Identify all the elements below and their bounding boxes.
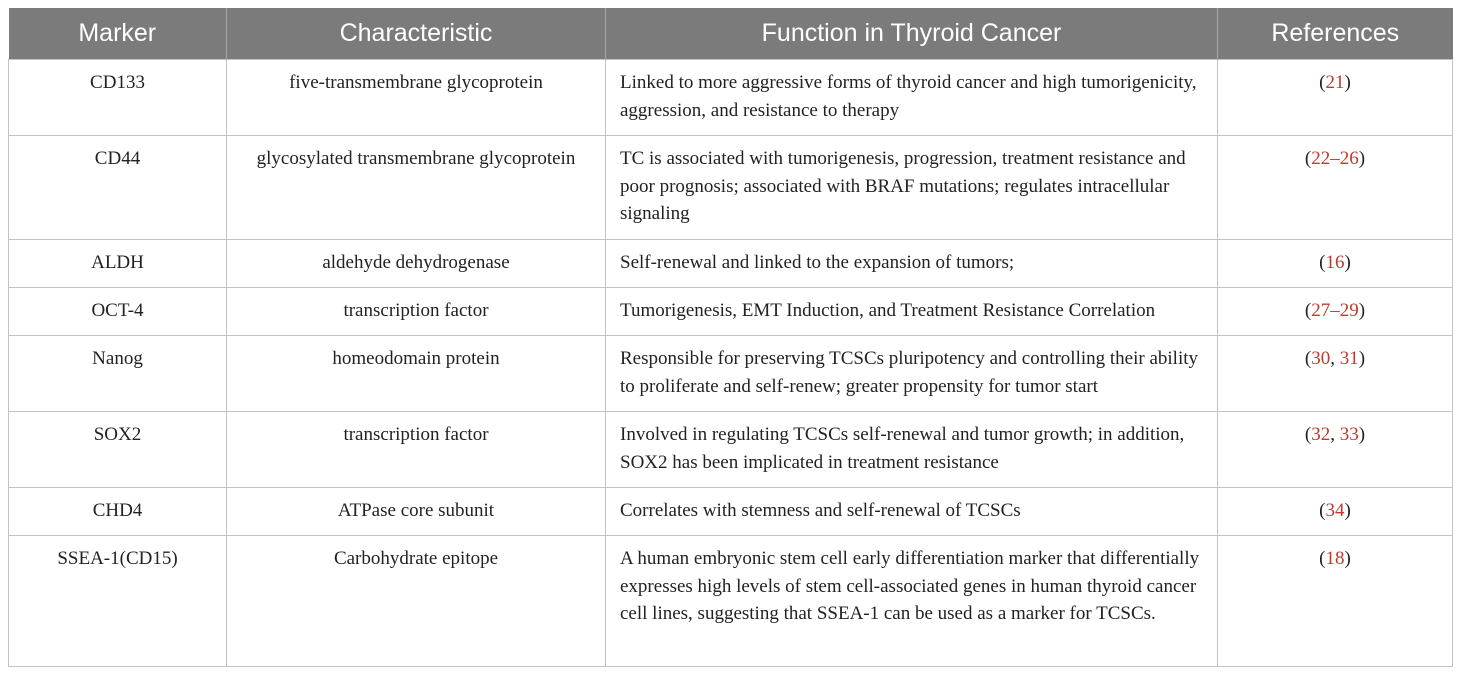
characteristic-cell: transcription factor (227, 412, 606, 488)
header-row (9, 8, 1453, 60)
references-cell: (34) (1218, 488, 1453, 536)
table-row (9, 536, 1453, 667)
column-header-references: References (1218, 8, 1453, 60)
column-header-characteristic: Characteristic (227, 8, 606, 60)
reference-separator: , (1330, 424, 1340, 445)
references-cell: (27–29) (1218, 288, 1453, 336)
marker-cell: CHD4 (9, 488, 227, 536)
references-cell: (18) (1218, 536, 1453, 667)
characteristic-cell: aldehyde dehydrogenase (227, 240, 606, 288)
references-cell: (16) (1218, 240, 1453, 288)
reference-link[interactable]: 16 (1325, 252, 1345, 273)
characteristic-cell: ATPase core subunit (227, 488, 606, 536)
function-cell: Linked to more aggressive forms of thyroid cancer and high tumorigenicity, aggression, and resistance to therapy (606, 60, 1218, 136)
column-header-function: Function in Thyroid Cancer (606, 8, 1218, 60)
function-cell: Involved in regulating TCSCs self-renewal and tumor growth; in addition, SOX2 has been implicated in treatment resistance (606, 412, 1218, 488)
references-cell: (30, 31) (1218, 336, 1453, 412)
function-cell: Correlates with stemness and self-renewal of TCSCs (606, 488, 1218, 536)
function-cell: Responsible for preserving TCSCs pluripotency and controlling their ability to proliferate and self-renew; greater propensity for tumor start (606, 336, 1218, 412)
reference-link[interactable]: 21 (1325, 72, 1345, 93)
column-header-marker: Marker (9, 8, 227, 60)
characteristic-cell: glycosylated transmembrane glycoprotein (227, 136, 606, 240)
characteristic-cell: five-transmembrane glycoprotein (227, 60, 606, 136)
table-row (9, 412, 1453, 488)
function-cell: A human embryonic stem cell early differentiation marker that differentially expresses high levels of stem cell-associated genes in human thyroid cancer cell lines, suggesting that SSEA-1 can be used as a marker for TCSCs. (606, 536, 1218, 667)
characteristic-cell: homeodomain protein (227, 336, 606, 412)
reference-link[interactable]: 30 (1311, 348, 1331, 369)
reference-link[interactable]: 31 (1339, 348, 1359, 369)
reference-separator: , (1330, 348, 1340, 369)
marker-cell: ALDH (9, 240, 227, 288)
marker-cell: CD133 (9, 60, 227, 136)
marker-cell: SOX2 (9, 412, 227, 488)
reference-link[interactable]: 34 (1325, 500, 1345, 521)
function-cell: Self-renewal and linked to the expansion of tumors; (606, 240, 1218, 288)
characteristic-cell: Carbohydrate epitope (227, 536, 606, 667)
function-cell: TC is associated with tumorigenesis, progression, treatment resistance and poor prognosis; associated with BRAF mutations; regulates intracellular signaling (606, 136, 1218, 240)
characteristic-cell: transcription factor (227, 288, 606, 336)
table-row (9, 136, 1453, 240)
references-cell: (22–26) (1218, 136, 1453, 240)
table-row (9, 60, 1453, 136)
table-row (9, 488, 1453, 536)
reference-link[interactable]: 32 (1311, 424, 1331, 445)
table-container (8, 8, 1452, 667)
marker-cell: SSEA-1(CD15) (9, 536, 227, 667)
marker-cell: CD44 (9, 136, 227, 240)
references-cell: (32, 33) (1218, 412, 1453, 488)
reference-link[interactable]: 27–29 (1311, 300, 1359, 321)
table-row (9, 336, 1453, 412)
reference-link[interactable]: 22–26 (1311, 148, 1359, 169)
reference-link[interactable]: 33 (1339, 424, 1359, 445)
references-cell: (21) (1218, 60, 1453, 136)
table-row (9, 240, 1453, 288)
table-row (9, 288, 1453, 336)
marker-cell: Nanog (9, 336, 227, 412)
function-cell: Tumorigenesis, EMT Induction, and Treatment Resistance Correlation (606, 288, 1218, 336)
marker-cell: OCT-4 (9, 288, 227, 336)
thyroid-cancer-marker-table (8, 8, 1453, 667)
reference-link[interactable]: 18 (1325, 548, 1345, 569)
